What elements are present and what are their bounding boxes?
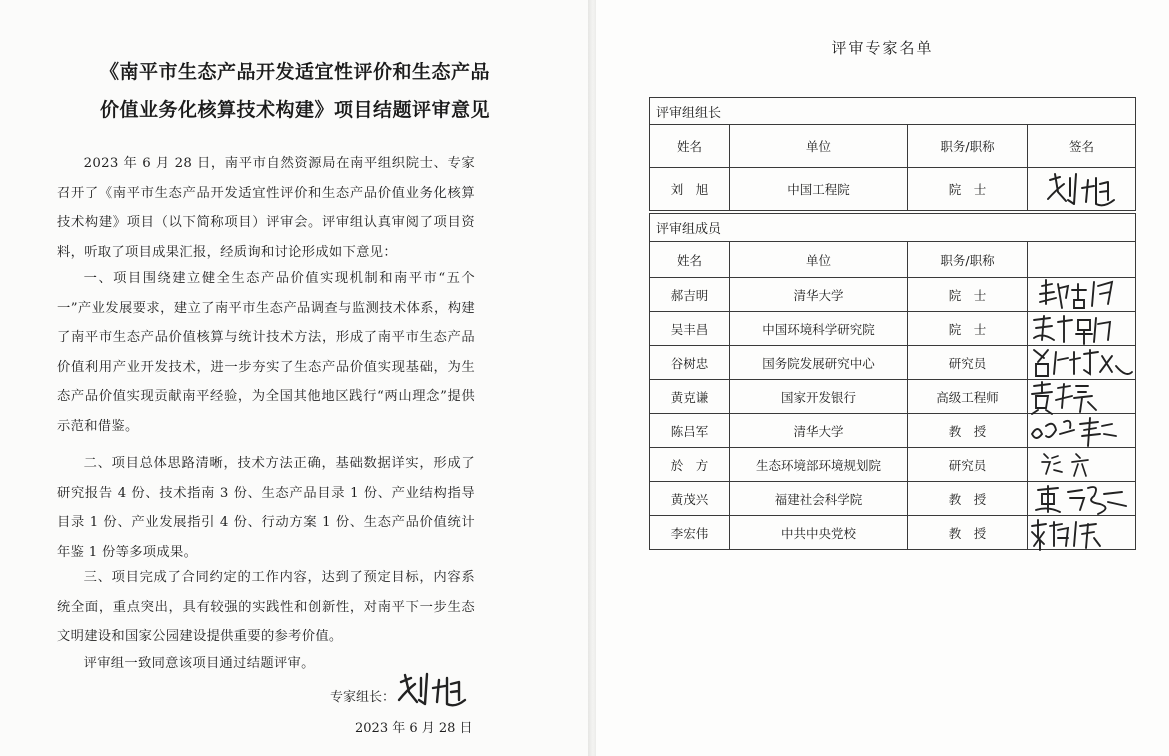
opinion-title-line2: 价值业务化核算技术构建》项目结题评审意见 <box>99 99 490 121</box>
member-signature-cell <box>1028 448 1136 482</box>
leader-name: 刘 旭 <box>650 168 730 211</box>
header-name: 姓名 <box>650 125 730 168</box>
opinion-paragraph-3: 三、项目完成了合同约定的工作内容，达到了预定目标，内容系统全面，重点突出，具有较强的实践性和创新性，对南平下一步生态文明建设和国家公园建设提供重要的参考价值。 <box>57 570 475 644</box>
member-unit: 国家开发银行 <box>730 380 908 414</box>
table-row <box>650 168 1136 211</box>
member-unit: 生态环境部环境规划院 <box>730 448 908 482</box>
member-unit: 中国环境科学研究院 <box>730 312 908 346</box>
leader-unit: 中国工程院 <box>730 168 908 211</box>
leader-signature-cell <box>1028 168 1136 211</box>
member-header-title: 职务/职称 <box>908 242 1028 278</box>
member-name: 於 方 <box>650 448 730 482</box>
opinion-paragraph-intro: 2023 年 6 月 28 日，南平市自然资源局在南平组织院士、专家召开了《南平市生态产品开发适宜性评价和生态产品价值业务化核算技术构建》项目（以下简称项目）评审会。评审组认真审阅了项目资料，听取了项目成果汇报，经质询和讨论形成如下意见： <box>57 156 475 260</box>
expert-list-page <box>596 0 1169 756</box>
member-unit: 清华大学 <box>730 278 908 312</box>
member-name: 陈吕军 <box>650 414 730 448</box>
opinion-date: 2023 年 6 月 28 日 <box>355 721 473 736</box>
member-name: 黄克谦 <box>650 380 730 414</box>
table-row <box>650 448 1136 482</box>
table-row <box>650 482 1136 516</box>
member-signature-image <box>1028 346 1136 380</box>
member-title: 研究员 <box>908 448 1028 482</box>
member-name: 李宏伟 <box>650 516 730 550</box>
member-name: 黄茂兴 <box>650 482 730 516</box>
member-unit: 国务院发展研究中心 <box>730 346 908 380</box>
member-name: 谷树忠 <box>650 346 730 380</box>
member-unit: 清华大学 <box>730 414 908 448</box>
table-row <box>650 312 1136 346</box>
member-signature-cell <box>1028 312 1136 346</box>
member-signature-cell <box>1028 482 1136 516</box>
member-section-label: 评审组成员 <box>650 214 1136 242</box>
opinion-title-line1: 《南平市生态产品开发适宜性评价和生态产品 <box>99 61 490 83</box>
member-signature-image <box>1028 380 1136 414</box>
header-title: 职务/职称 <box>908 125 1028 168</box>
opinion-paragraph-2: 二、项目总体思路清晰，技术方法正确，基础数据详实，形成了研究报告 4 份、技术指南 3 份、生态产品目录 1 份、产业结构指导目录 1 份、产业发展指引 4 份、行动方案 1 份、生态产品价值统计年鉴 1 份等多项成果。 <box>57 456 475 560</box>
table-row <box>650 380 1136 414</box>
member-signature-image <box>1028 516 1136 550</box>
member-signature-image <box>1028 312 1136 346</box>
leader-title: 院 士 <box>908 168 1028 211</box>
table-row <box>650 516 1136 550</box>
member-title: 教 授 <box>908 516 1028 550</box>
member-signature-cell <box>1028 278 1136 312</box>
leader-table <box>649 97 1136 211</box>
table-row <box>650 278 1136 312</box>
member-title: 院 士 <box>908 312 1028 346</box>
header-signature: 签名 <box>1028 125 1136 168</box>
member-name: 郝吉明 <box>650 278 730 312</box>
member-signature-cell <box>1028 380 1136 414</box>
member-unit: 福建社会科学院 <box>730 482 908 516</box>
opinion-paragraph-1: 一、项目围绕建立健全生态产品价值实现机制和南平市“五个一”产业发展要求，建立了南平市生态产品调查与监测技术体系，构建了南平市生态产品价值核算与统计技术方法，形成了南平市生态产品价值利用产业开发技术，进一步夯实了生态产品价值实现基础，为生态产品价值实现贡献南平经验，为全国其他地区践行“两山理念”提供示范和借鉴。 <box>57 271 475 434</box>
member-name: 吴丰昌 <box>650 312 730 346</box>
member-header-signature <box>1028 242 1136 278</box>
leader-signature-image <box>1028 168 1136 211</box>
signer-label: 专家组长： <box>330 690 396 705</box>
leader-section-label: 评审组组长 <box>650 98 1136 125</box>
member-title: 院 士 <box>908 278 1028 312</box>
member-header-unit: 单位 <box>730 242 908 278</box>
member-signature-image <box>1028 414 1136 448</box>
member-title: 高级工程师 <box>908 380 1028 414</box>
table-row <box>650 414 1136 448</box>
members-table <box>649 213 1136 550</box>
table-row <box>650 346 1136 380</box>
expert-list-title: 评审专家名单 <box>831 39 934 57</box>
member-header-name: 姓名 <box>650 242 730 278</box>
member-signature-image <box>1028 482 1136 516</box>
member-title: 教 授 <box>908 482 1028 516</box>
header-unit: 单位 <box>730 125 908 168</box>
member-signature-cell <box>1028 346 1136 380</box>
leader-signature <box>395 670 475 714</box>
opinion-paragraph-conclusion: 评审组一致同意该项目通过结题评审。 <box>83 656 315 671</box>
member-signature-image <box>1028 448 1136 482</box>
member-title: 研究员 <box>908 346 1028 380</box>
member-unit: 中共中央党校 <box>730 516 908 550</box>
member-title: 教 授 <box>908 414 1028 448</box>
member-signature-cell <box>1028 516 1136 550</box>
member-signature-cell <box>1028 414 1136 448</box>
member-signature-image <box>1028 278 1136 312</box>
